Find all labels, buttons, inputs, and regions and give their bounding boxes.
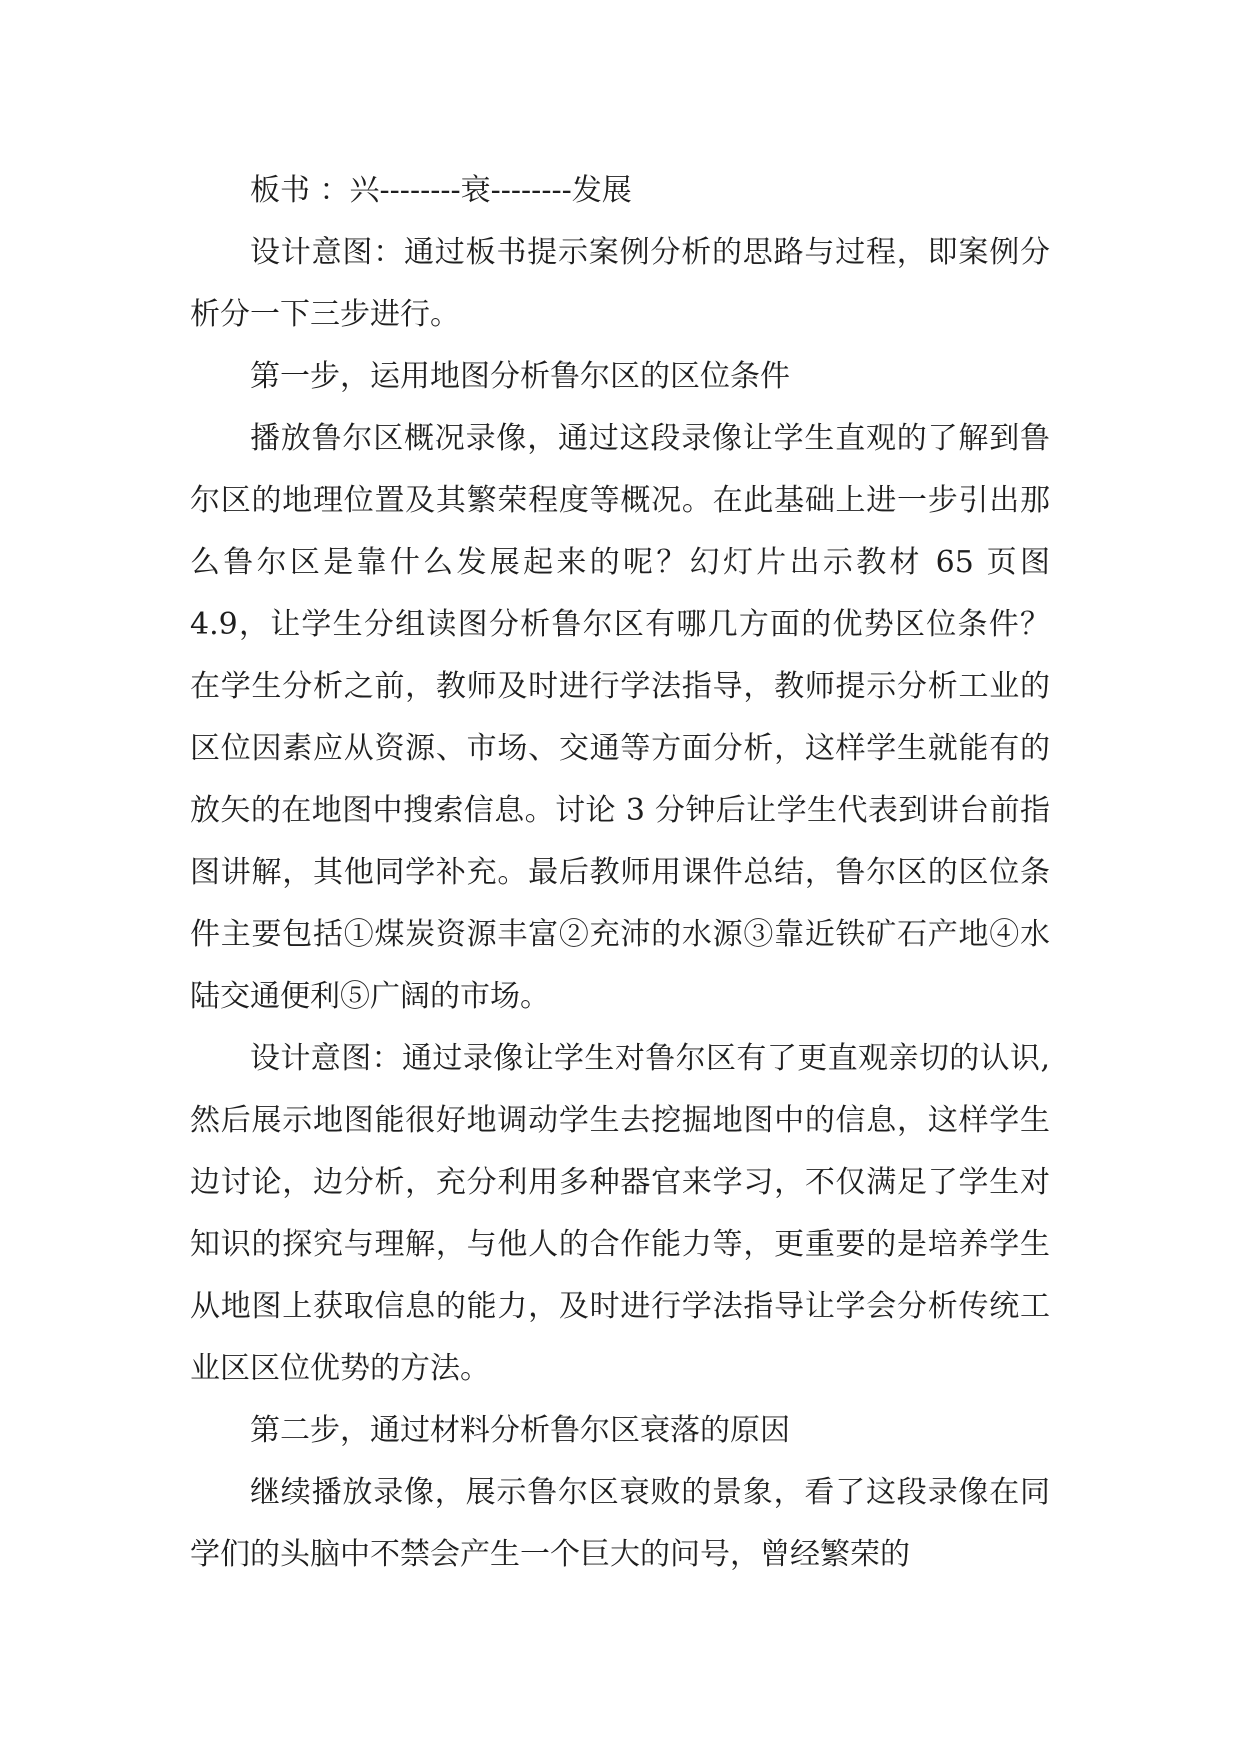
- design-intent-paragraph-1: 设计意图：通过板书提示案例分析的思路与过程，即案例分析分一下三步进行。: [190, 235, 1050, 332]
- step-two-paragraph: 继续播放录像，展示鲁尔区衰败的景象，看了这段录像在同学们的头脑中不禁会产生一个巨大的问号，曾经繁荣的: [190, 1475, 1050, 1572]
- step-one-paragraph: 播放鲁尔区概况录像，通过这段录像让学生直观的了解到鲁尔区的地理位置及其繁荣程度等概况。在此基础上进一步引出那么鲁尔区是靠什么发展起来的呢？幻灯片出示教材 65 页图 4.9，让学生分组读图分析鲁尔区有哪几方面的优势区位条件？ 在学生分析之前，教师及时进行学法指导，教师提示分析工业的区位因素应从资源、市场、交通等方面分析，这样学生就能有的放矢的在地图中搜索信息。讨论 3 分钟后让学生代表到讲台前指图讲解，其他同学补充。最后教师用课件总结，鲁尔区的区位条件主要包括①煤炭资源丰富②充沛的水源③靠近铁矿石产地④水陆交通便利⑤广阔的市场。: [190, 421, 1050, 1014]
- design-intent-paragraph-2: 设计意图：通过录像让学生对鲁尔区有了更直观亲切的认识,然后展示地图能很好地调动学生去挖掘地图中的信息，这样学生边讨论，边分析，充分利用多种器官来学习，不仅满足了学生对知识的探究与理解，与他人的合作能力等，更重要的是培养学生从地图上获取信息的能力，及时进行学法指导让学会分析传统工业区区位优势的方法。: [190, 1041, 1050, 1386]
- step-two-heading: 第二步，通过材料分析鲁尔区衰落的原因: [250, 1413, 790, 1448]
- board-writing-line: 板书 ：兴--------衰--------发展: [250, 173, 632, 208]
- document-body: [190, 160, 1050, 1586]
- step-one-heading: 第一步，运用地图分析鲁尔区的区位条件: [250, 359, 790, 394]
